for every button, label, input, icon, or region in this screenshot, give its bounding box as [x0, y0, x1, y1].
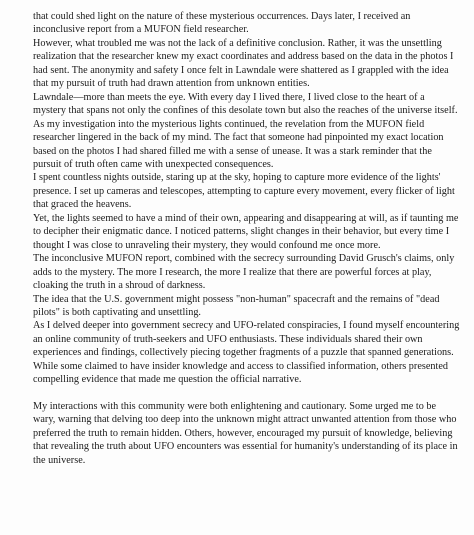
paragraph-3: Lawndale—more than meets the eye. With every day I lived there, I lived close to the heart of a mystery that spans not only the confines of this desolate town but also the reaches of the universe itself.	[33, 91, 458, 117]
document-body	[33, 10, 460, 467]
paragraph-5: I spent countless nights outside, staring up at the sky, hoping to capture more evidence of the lights' presence. I set up cameras and telescopes, attempting to capture every movement, every flicker of light that graced the heavens.	[33, 172, 455, 211]
paragraph-1: that could shed light on the nature of these mysterious occurrences. Days later, I received an inconclusive report from a MUFON field researcher.	[33, 11, 411, 36]
paragraph-9: As I delved deeper into government secrecy and UFO-related conspiracies, I found myself encountering an online community of truth-seekers and UFO enthusiasts. These individuals shared their own experiences and findings, collectively piecing together fragments of a puzzle that spanned generations. While some claimed to have insider knowledge and access to classified information, others presented compelling evidence that made me question the official narrative.	[33, 320, 460, 386]
paragraph-10: My interactions with this community were both enlightening and cautionary. Some urged me to be wary, warning that delving too deep into the unknown might attract unwanted attention from those who preferred the truth to remain hidden. Others, however, encouraged my pursuit of knowledge, believing that revealing the truth about UFO encounters was essential for humanity's understanding of its place in the universe.	[33, 400, 458, 466]
paragraph-4: As my investigation into the mysterious lights continued, the revelation from the MUFON field researcher lingered in the back of my mind. The fact that someone had pinpointed my exact location based on the photos I had shared filled me with a sense of unease. It was a stark reminder that the pursuit of truth often came with unexpected consequences.	[33, 118, 444, 170]
paragraph-8: The idea that the U.S. government might possess "non-human" spacecraft and the remains of "dead pilots" is both captivating and unsettling.	[33, 293, 440, 318]
paragraph-gap	[33, 387, 460, 400]
paragraph-2: However, what troubled me was not the lack of a definitive conclusion. Rather, it was the unsettling realization that the researcher knew my exact coordinates and address based on the data in the photos I had sent. The anonymity and safety I once felt in Lawndale were shattered as I grappled with the idea that my pursuit of truth had drawn attention from unknown entities.	[33, 37, 454, 90]
paragraph-6: Yet, the lights seemed to have a mind of their own, appearing and disappearing at will, as if taunting me to decipher their enigmatic dance. I noticed patterns, slight changes in their behavior, but every time I thought I was close to unraveling their mystery, they would confound me once more.	[33, 212, 459, 251]
paragraph-7: The inconclusive MUFON report, combined with the secrecy surrounding David Grusch's claims, only adds to the mystery. The more I research, the more I realize that there are powerful forces at play, cloaking the truth in a shroud of darkness.	[33, 253, 455, 292]
